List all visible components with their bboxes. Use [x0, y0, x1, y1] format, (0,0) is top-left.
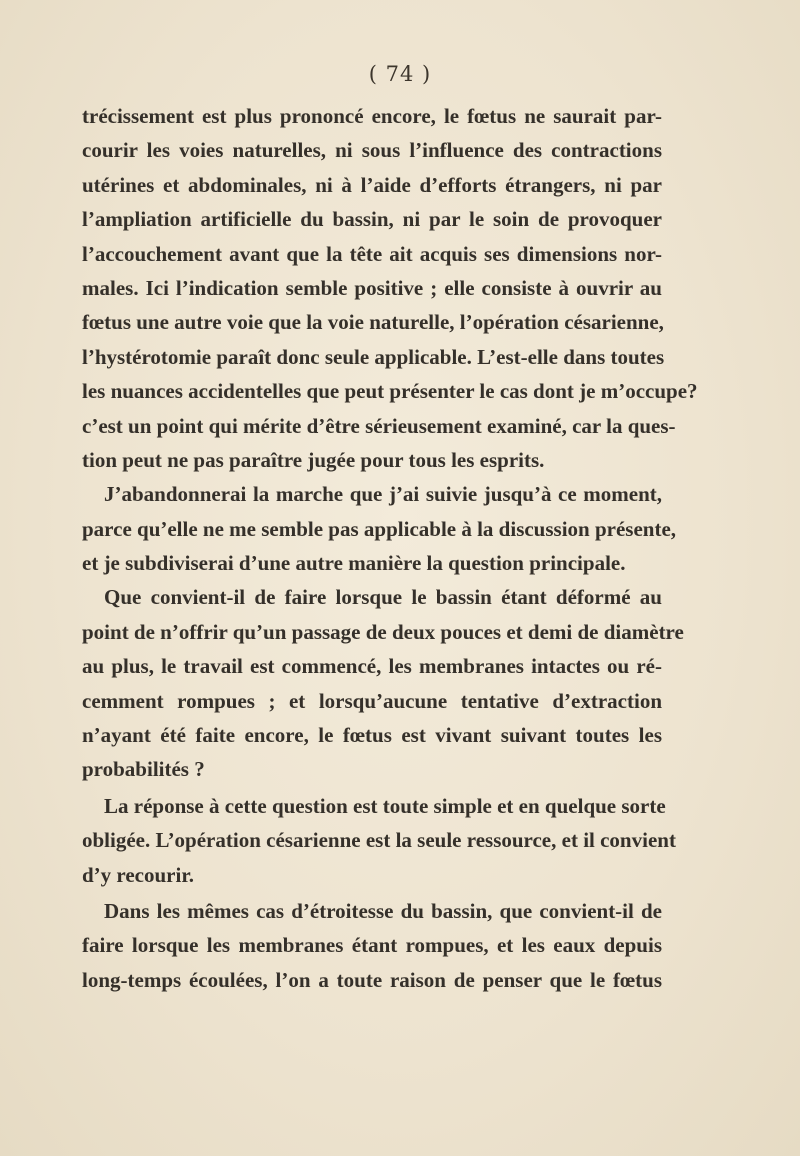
text-line: parce qu’elle ne me semble pas applicable à la discussion présente, — [82, 516, 677, 541]
text-line: c’est un point qui mérite d’être sérieusement examiné, car la ques- — [82, 413, 676, 438]
text-line: et je subdiviserai d’une autre manière la question principale. — [82, 551, 626, 576]
text-line: utérines et abdominales, ni à l’aide d’efforts étrangers, ni par — [82, 172, 662, 197]
text-line: Que convient-il de faire lorsque le bassin étant déformé au — [104, 585, 662, 610]
text-line: probabilités ? — [82, 757, 205, 782]
text-line: trécissement est plus prononcé encore, le fœtus ne saurait par- — [82, 104, 662, 128]
text-line: l’ampliation artificielle du bassin, ni par le soin de provoquer — [82, 207, 662, 232]
body-text — [82, 99, 698, 997]
text-line: fœtus une autre voie que la voie naturelle, l’opération césarienne, — [82, 310, 664, 335]
text-line: l’hystérotomie paraît donc seule applicable. L’est-elle dans toutes — [82, 344, 665, 369]
text-line: les nuances accidentelles que peut présenter le cas dont je m’occupe? — [82, 379, 698, 404]
text-line: J’abandonnerai la marche que j’ai suivie jusqu’à ce moment, — [104, 482, 662, 507]
text-line: faire lorsque les membranes étant rompues, et les eaux depuis — [82, 933, 662, 958]
text-line: d’y recourir. — [82, 862, 194, 887]
text-line: long-temps écoulées, l’on a toute raison de penser que le fœtus — [82, 967, 662, 992]
page-number: ( 74 ) — [368, 62, 432, 86]
text-line: males. Ici l’indication semble positive ; elle consiste à ouvrir au — [82, 275, 662, 300]
text-line: point de n’offrir qu’un passage de deux pouces et demi de diamètre — [82, 619, 684, 644]
text-line: au plus, le travail est commencé, les membranes intactes ou ré- — [82, 654, 662, 679]
text-line: obligée. L’opération césarienne est la seule ressource, et il convient — [82, 828, 676, 853]
text-line: n’ayant été faite encore, le fœtus est vivant suivant toutes les — [82, 723, 662, 748]
text-line: l’accouchement avant que la tête ait acquis ses dimensions nor- — [82, 241, 662, 266]
text-line: cemment rompues ; et lorsqu’aucune tentative d’extraction — [82, 688, 662, 713]
text-line: courir les voies naturelles, ni sous l’influence des contractions — [82, 138, 662, 163]
text-line: La réponse à cette question est toute simple et en quelque sorte — [104, 793, 666, 818]
paragraph-5 — [82, 894, 662, 997]
paragraph-4 — [82, 789, 676, 892]
paragraph-1 — [82, 99, 698, 477]
paragraph-2 — [82, 477, 677, 580]
paragraph-3 — [82, 580, 684, 786]
text-line: tion peut ne pas paraître jugée pour tous les esprits. — [82, 447, 545, 472]
text-line: Dans les mêmes cas d’étroitesse du bassin, que convient-il de — [104, 898, 662, 923]
